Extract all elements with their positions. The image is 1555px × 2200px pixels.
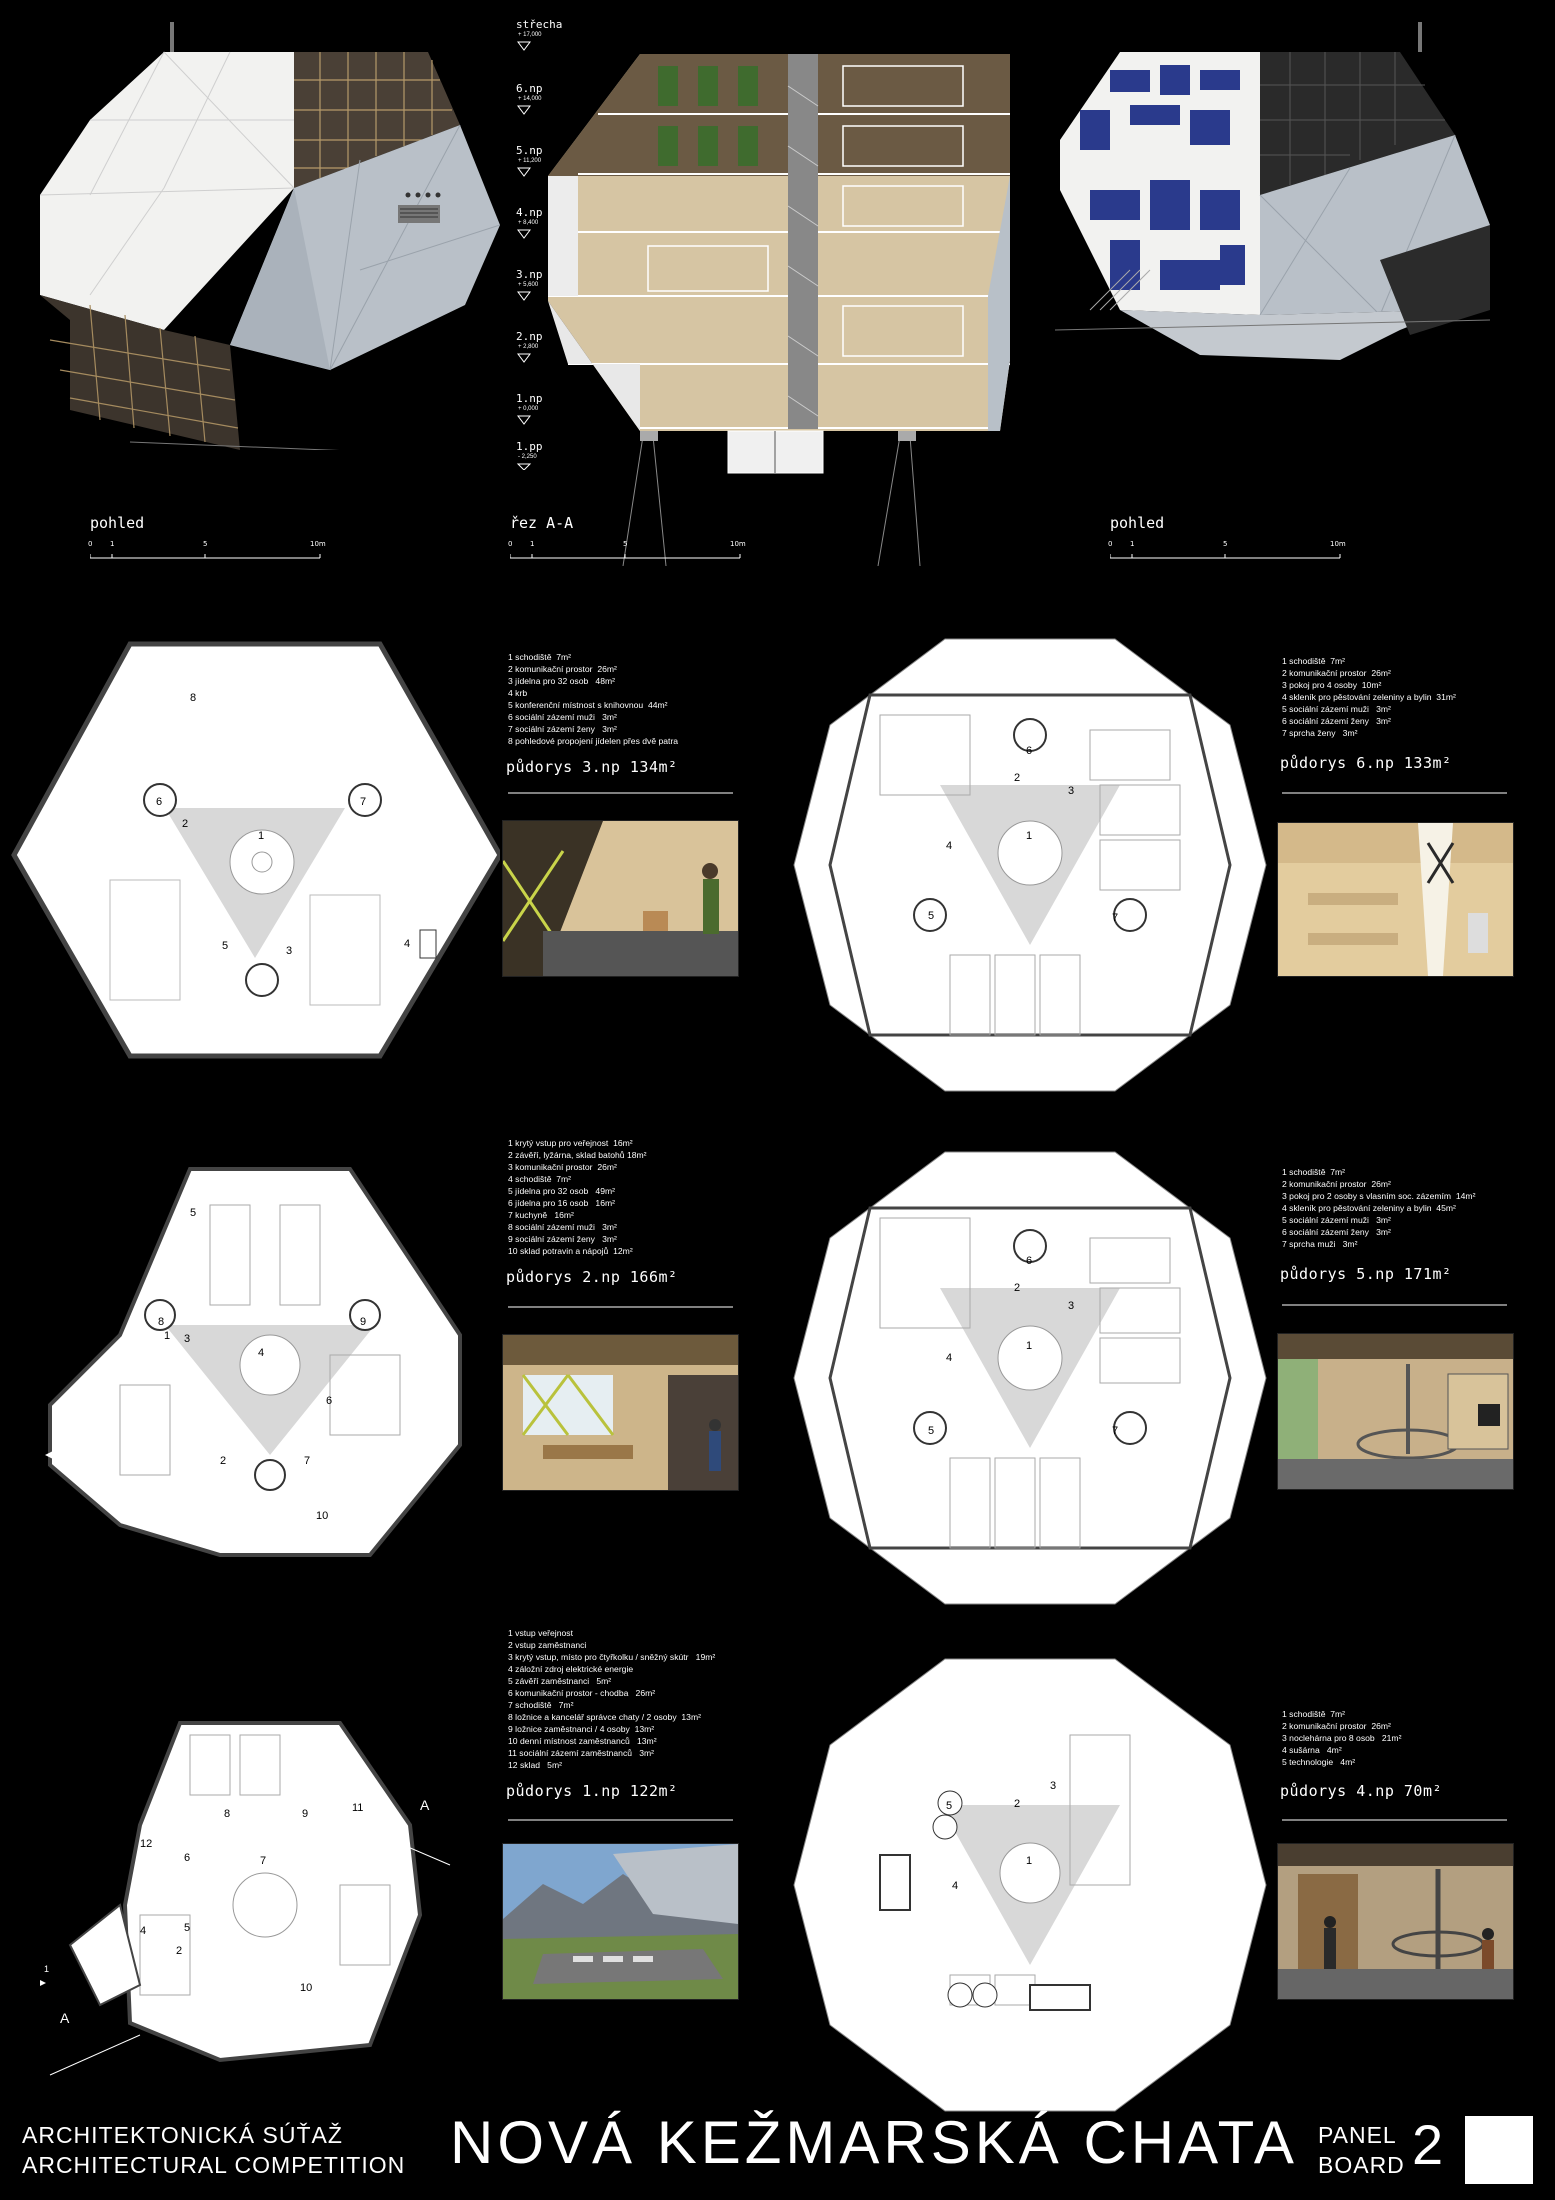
plan-1np-legend-10: 10 denní místnost zaměstnanců 13m²	[508, 1736, 657, 1746]
level-label-1pp: 1.pp	[516, 440, 543, 453]
right-elevation	[1050, 10, 1550, 460]
plan-5np-title: půdorys 5.np 171m²	[1280, 1265, 1452, 1283]
plan-1np-render-photo	[502, 1843, 739, 2000]
plan-3np-mark-8: 8	[190, 692, 197, 704]
scale-bar-left	[90, 546, 330, 566]
plan-4np-mark-2: 2	[1014, 1798, 1021, 1810]
plan-2np-mark-6: 6	[326, 1395, 333, 1407]
level-label-1np: 1.np	[516, 392, 543, 405]
plan-5np-mark-6: 6	[1026, 1255, 1033, 1267]
plan-1np-legend-2: 2 vstup zaměstnanci	[508, 1640, 587, 1650]
plan-1np-legend-4: 4 záložní zdroj elektrické energie	[508, 1664, 634, 1674]
plan-1np-mark-9: 9	[302, 1808, 309, 1820]
plan-2np-mark-5: 5	[190, 1207, 197, 1219]
plan-1np-legend-6: 6 komunikační prostor - chodba 26m²	[508, 1688, 656, 1698]
plan-6np-legend-3: 3 pokoj pro 4 osoby 10m²	[1282, 680, 1382, 690]
level-markers	[516, 0, 546, 470]
plan-3np-mark-1: 1	[258, 830, 265, 842]
plan-5np-render-photo	[1277, 1333, 1514, 1490]
plan-4np-mark-1: 1	[1026, 1855, 1033, 1867]
footer-board-number: 2	[1412, 2113, 1444, 2176]
plan-2np-legend-5: 5 jídelna pro 32 osob 49m²	[508, 1186, 616, 1196]
footer-board-label: BOARD	[1318, 2152, 1405, 2178]
scale-bar-right	[1110, 546, 1350, 566]
scale-tick-0-left: 0	[88, 540, 93, 548]
plan-6np-legend-2: 2 komunikační prostor 26m²	[1282, 668, 1391, 678]
plan-3np-mark-2: 2	[182, 818, 189, 830]
scale-tick-10-mid: 10m	[730, 540, 746, 548]
plan-1np	[40, 1705, 470, 2105]
plan-4np-legend-3: 3 noclehárna pro 8 osob 21m²	[1282, 1733, 1402, 1743]
plan-6np-legend-7: 7 sprcha ženy 3m²	[1282, 728, 1358, 738]
level-label-3np: 3.np	[516, 268, 543, 281]
plan-6np-legend-5: 5 sociální zázemí muži 3m²	[1282, 704, 1391, 714]
plan-4np	[790, 1655, 1270, 2115]
footer-panel-label: PANEL	[1318, 2122, 1397, 2148]
plan-4np-mark-3: 3	[1050, 1780, 1057, 1792]
plan-1np-legend-1: 1 vstup veřejnost	[508, 1628, 573, 1638]
level-elev-1np: + 0,000	[518, 406, 539, 412]
plan-5np-legend-7: 7 sprcha muži 3m²	[1282, 1239, 1358, 1249]
plan-6np-mark-6: 6	[1026, 745, 1033, 757]
level-label-4np: 4.np	[516, 206, 543, 219]
plan-3np-mark-7: 7	[360, 796, 367, 808]
plan-1np-mark-3: 3	[170, 2050, 177, 2062]
plan-5np-legend-6: 6 sociální zázemí ženy 3m²	[1282, 1227, 1391, 1237]
plan-5np-legend-5: 5 sociální zázemí muži 3m²	[1282, 1215, 1391, 1225]
level-label-roof: střecha	[516, 18, 563, 31]
plan-6np-mark-3: 3	[1068, 785, 1075, 797]
plan-6np-mark-7: 7	[1112, 912, 1119, 924]
scale-tick-10-left: 10m	[310, 540, 326, 548]
plan-1np-mark-4: 4	[140, 1925, 147, 1937]
plan-3np-legend-4: 4 krb	[508, 688, 528, 698]
plan-6np-title: půdorys 6.np 133m²	[1280, 754, 1452, 772]
level-elev-2np: + 2,800	[518, 344, 539, 350]
plan-3np-scale	[508, 788, 738, 798]
plan-3np-legend-2: 2 komunikační prostor 26m²	[508, 664, 617, 674]
plan-2np-mark-7: 7	[304, 1455, 311, 1467]
scale-tick-0-right: 0	[1108, 540, 1113, 548]
plan-5np-mark-1: 1	[1026, 1340, 1033, 1352]
level-elev-4np: + 8,400	[518, 220, 539, 226]
left-elevation	[30, 10, 500, 450]
footer-competition-en: ARCHITECTURAL COMPETITION	[22, 2152, 406, 2178]
plan-2np-legend-4: 4 schodiště 7m²	[508, 1174, 572, 1184]
plan-4np-legend-2: 2 komunikační prostor 26m²	[1282, 1721, 1391, 1731]
plan-5np-legend-3: 3 pokoj pro 2 osoby s vlasním soc. zázemím 14m²	[1282, 1191, 1476, 1201]
plan-5np-mark-3: 3	[1068, 1300, 1075, 1312]
plan-2np-title: půdorys 2.np 166m²	[506, 1268, 678, 1286]
plan-6np-legend-4: 4 skleník pro pěstování zeleniny a bylin 31m²	[1282, 692, 1456, 702]
level-elev-3np: + 5,600	[518, 282, 539, 288]
plan-1np-scale	[508, 1815, 738, 1825]
left-view-label: pohled	[90, 514, 145, 532]
plan-4np-legend-1: 1 schodiště 7m²	[1282, 1709, 1346, 1719]
plan-2np-scale	[508, 1302, 738, 1312]
plan-1np-legend-3: 3 krytý vstup, místo pro čtyřkolku / sněžný skútr 19m²	[508, 1652, 716, 1662]
level-elev-roof: + 17,000	[518, 32, 542, 38]
plan-2np-legend-3: 3 komunikační prostor 26m²	[508, 1162, 617, 1172]
plan-2np-mark-8: 8	[158, 1316, 165, 1328]
plan-5np-legend-4: 4 skleník pro pěstování zeleniny a bylin 45m²	[1282, 1203, 1456, 1213]
plan-1np-mark-2: 2	[176, 1945, 183, 1957]
scale-tick-1-left: 1	[110, 540, 115, 548]
plan-1np-legend-7: 7 schodiště 7m²	[508, 1700, 574, 1710]
plan-4np-mark-4: 4	[952, 1880, 959, 1892]
plan-2np-mark-10: 10	[316, 1510, 329, 1522]
plan-4np-render-photo	[1277, 1843, 1514, 2000]
plan-6np-mark-4: 4	[946, 840, 953, 852]
plan-4np-legend-4: 4 sušárna 4m²	[1282, 1745, 1342, 1755]
footer-project-title: NOVÁ KEŽMARSKÁ CHATA	[450, 2109, 1298, 2176]
plan-2np-legend-10: 10 sklad potravin a nápojů 12m²	[508, 1246, 633, 1256]
plan-6np-mark-2: 2	[1014, 772, 1021, 784]
footer-competition-sk: ARCHITEKTONICKÁ SÚŤAŽ	[22, 2122, 343, 2148]
level-label-2np: 2.np	[516, 330, 543, 343]
plan-3np-legend-7: 7 sociální zázemí ženy 3m²	[508, 724, 617, 734]
plan-2np-legend-8: 8 sociální zázemí muži 3m²	[508, 1222, 617, 1232]
plan-3np-legend-1: 1 schodiště 7m²	[508, 652, 572, 662]
plan-3np-legend-6: 6 sociální zázemí muži 3m²	[508, 712, 617, 722]
plan-2np-mark-1: 1	[164, 1330, 171, 1342]
plan-4np-scale	[1282, 1815, 1512, 1825]
plan-3np-legend-8: 8 pohledové propojení jídelen přes dvě patra	[508, 736, 679, 746]
right-view-label: pohled	[1110, 514, 1165, 532]
scale-bar-mid	[510, 546, 750, 566]
plan-2np-legend-7: 7 kuchyně 16m²	[508, 1210, 574, 1220]
plan-1np-mark-10: 10	[300, 1982, 313, 1994]
level-elev-5np: + 11,200	[518, 158, 542, 164]
plan-6np-mark-1: 1	[1026, 830, 1033, 842]
scale-tick-10-right: 10m	[1330, 540, 1346, 548]
plan-1np-mark-a-top: A	[420, 1797, 430, 1813]
plan-6np-scale	[1282, 788, 1512, 798]
plan-4np-mark-5: 5	[946, 1800, 953, 1812]
plan-2np	[40, 1165, 500, 1565]
plan-1np-mark-8: 8	[224, 1808, 231, 1820]
plan-3np-title: půdorys 3.np 134m²	[506, 758, 678, 776]
plan-4np-legend-5: 5 technologie 4m²	[1282, 1757, 1356, 1767]
plan-5np-mark-5: 5	[928, 1425, 935, 1437]
plan-2np-mark-2: 2	[220, 1455, 227, 1467]
footer-white-square	[1465, 2116, 1533, 2184]
plan-3np-mark-5: 5	[222, 940, 229, 952]
plan-6np-legend-1: 1 schodiště 7m²	[1282, 656, 1346, 666]
plan-6np-render-photo	[1277, 822, 1514, 977]
plan-3np	[10, 640, 500, 1060]
scale-tick-1-right: 1	[1130, 540, 1135, 548]
plan-1np-mark-6: 6	[184, 1852, 191, 1864]
plan-2np-mark-9: 9	[360, 1316, 367, 1328]
plan-3np-mark-4: 4	[404, 938, 411, 950]
plan-1np-legend-5: 5 závěří zaměstnanci 5m²	[508, 1676, 612, 1686]
plan-2np-legend-2: 2 závěří, lyžárna, sklad batohů 18m²	[508, 1150, 647, 1160]
plan-3np-legend-3: 3 jídelna pro 32 osob 48m²	[508, 676, 616, 686]
plan-2np-legend-1: 1 krytý vstup pro veřejnost 16m²	[508, 1138, 633, 1148]
scale-tick-0-mid: 0	[508, 540, 513, 548]
scale-tick-5-left: 5	[203, 540, 208, 548]
plan-3np-mark-6: 6	[156, 796, 163, 808]
level-label-5np: 5.np	[516, 144, 543, 157]
plan-5np-mark-4: 4	[946, 1352, 953, 1364]
section-view-label: řez A-A	[510, 514, 574, 532]
plan-1np-title: půdorys 1.np 122m²	[506, 1782, 678, 1800]
plan-4np-title: půdorys 4.np 70m²	[1280, 1782, 1443, 1800]
plan-2np-render-photo	[502, 1334, 739, 1491]
scale-tick-5-right: 5	[1223, 540, 1228, 548]
level-elev-6np: + 14,000	[518, 96, 542, 102]
plan-2np-mark-4: 4	[258, 1347, 265, 1359]
section-a-a	[548, 46, 1010, 566]
scale-tick-5-mid: 5	[623, 540, 628, 548]
level-elev-1pp: - 2,250	[518, 454, 537, 460]
plan-2np-legend-6: 6 jídelna pro 16 osob 16m²	[508, 1198, 616, 1208]
plan-6np-legend-6: 6 sociální zázemí ženy 3m²	[1282, 716, 1391, 726]
plan-5np-legend-1: 1 schodiště 7m²	[1282, 1167, 1346, 1177]
plan-3np-legend-5: 5 konferenční místnost s knihovnou 44m²	[508, 700, 668, 710]
plan-1np-mark-5: 5	[184, 1922, 191, 1934]
plan-6np-mark-5: 5	[928, 910, 935, 922]
plan-5np-scale	[1282, 1300, 1512, 1310]
level-label-6np: 6.np	[516, 82, 543, 95]
plan-3np-render-photo	[502, 820, 739, 977]
plan-1np-legend-12: 12 sklad 5m²	[508, 1760, 562, 1770]
plan-5np-legend-2: 2 komunikační prostor 26m²	[1282, 1179, 1391, 1189]
plan-1np-mark-12: 12	[140, 1838, 153, 1850]
plan-1np-mark-a-bottom: A	[60, 2010, 70, 2026]
plan-1np-mark-11: 11	[352, 1802, 364, 1814]
plan-1np-legend-11: 11 sociální zázemí zaměstnanců 3m²	[508, 1748, 654, 1758]
plan-5np-mark-2: 2	[1014, 1282, 1021, 1294]
plan-2np-legend-9: 9 sociální zázemí ženy 3m²	[508, 1234, 617, 1244]
plan-3np-mark-3: 3	[286, 945, 293, 957]
plan-1np-legend-9: 9 ložnice zaměstnanci / 4 osoby 13m²	[508, 1724, 655, 1734]
plan-1np-legend-8: 8 ložnice a kancelář správce chaty / 2 osoby 13m²	[508, 1712, 701, 1722]
plan-1np-mark-1: 1	[44, 1964, 50, 1974]
plan-1np-mark-7: 7	[260, 1855, 267, 1867]
plan-6np	[790, 635, 1270, 1095]
scale-tick-1-mid: 1	[530, 540, 535, 548]
plan-2np-mark-3: 3	[184, 1333, 191, 1345]
plan-5np	[790, 1148, 1270, 1608]
plan-5np-mark-7: 7	[1112, 1425, 1119, 1437]
